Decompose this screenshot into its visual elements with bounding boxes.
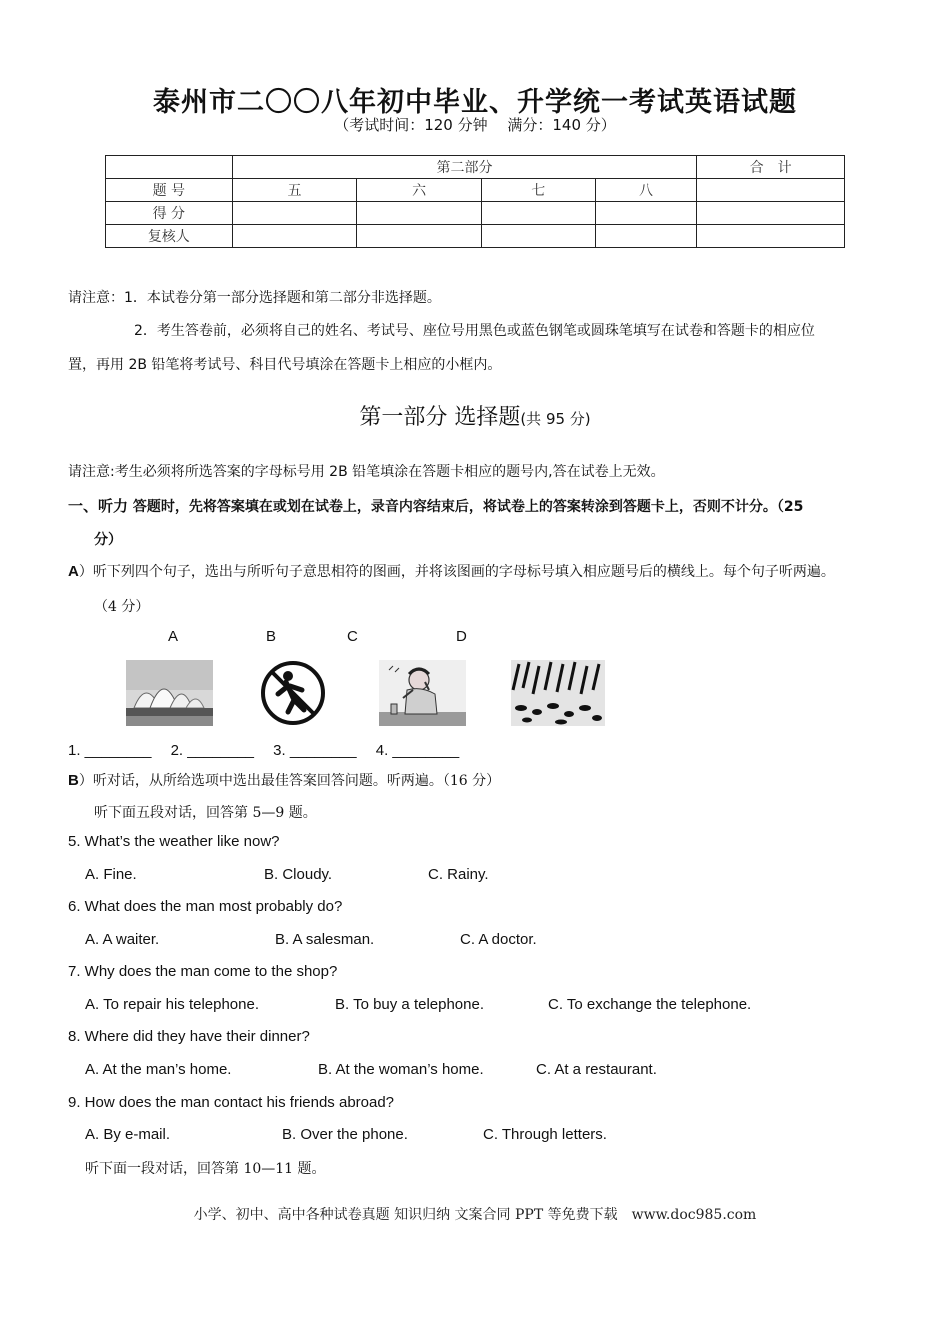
next-instruction: 听下面一段对话，回答第 10—11 题。 bbox=[85, 1161, 326, 1177]
question-6: 6. What does the man most probably do? bbox=[68, 898, 343, 915]
part-a-label: A bbox=[68, 563, 79, 580]
reviewer-cell[interactable] bbox=[357, 225, 482, 248]
reviewer-cell[interactable] bbox=[481, 225, 595, 248]
total-header: 合 计 bbox=[697, 156, 845, 179]
score-cell[interactable] bbox=[357, 202, 482, 225]
exam-title: 泰州市二〇〇八年初中毕业、升学统一考试英语试题 bbox=[153, 87, 797, 118]
section-listening-text: 答题时，先将答案填在或划在试卷上，录音内容结束后，将试卷上的答案转涂到答题卡上，否则不计分。（25 bbox=[132, 499, 804, 515]
note-1: 请注意：1．本试卷分第一部分选择题和第二部分非选择题。 bbox=[68, 290, 441, 306]
part-one-heading: 第一部分 选择题 bbox=[359, 405, 521, 430]
page-footer: 小学、初中、高中各种试卷真题 知识归纳 文案合同 PPT 等免费下载 www.doc985.com bbox=[193, 1207, 757, 1223]
part-b-label: B bbox=[68, 772, 79, 789]
q6-option-b[interactable]: B. A salesman. bbox=[275, 931, 375, 948]
question-5: 5. What’s the weather like now? bbox=[68, 833, 280, 850]
section-listening-label: 一、听力 bbox=[68, 497, 129, 515]
answer-note: 请注意:考生必须将所选答案的字母标号用 2B 铅笔填涂在答题卡相应的题号内,答在试卷上无效。 bbox=[68, 464, 665, 480]
score-cell[interactable] bbox=[481, 202, 595, 225]
row-label-number: 题 号 bbox=[106, 179, 233, 202]
q7-option-c[interactable]: C. To exchange the telephone. bbox=[548, 996, 752, 1013]
q5-option-a[interactable]: A. Fine. bbox=[85, 866, 137, 883]
col-five: 五 bbox=[232, 179, 357, 202]
score-cell[interactable] bbox=[697, 202, 845, 225]
q6-option-c[interactable]: C. A doctor. bbox=[460, 931, 537, 948]
q9-option-c[interactable]: C. Through letters. bbox=[483, 1126, 607, 1143]
col-seven: 七 bbox=[481, 179, 595, 202]
picture-letter-a: A bbox=[168, 628, 179, 645]
q5-option-c[interactable]: C. Rainy. bbox=[428, 866, 489, 883]
question-7: 7. Why does the man come to the shop? bbox=[68, 963, 338, 980]
row-label-reviewer: 复核人 bbox=[106, 225, 233, 248]
no-running-sign-picture bbox=[258, 660, 328, 726]
note-2b: 置，再用 2B 铅笔将考试号、科目代号填涂在答题卡上相应的小框内。 bbox=[68, 357, 502, 373]
rain-picture bbox=[511, 660, 605, 726]
picture-letter-d: D bbox=[456, 628, 467, 645]
part-a-score: （4 分） bbox=[94, 599, 150, 615]
row-label-score: 得 分 bbox=[106, 202, 233, 225]
q5-option-b[interactable]: B. Cloudy. bbox=[264, 866, 333, 883]
score-cell[interactable] bbox=[232, 202, 357, 225]
score-table bbox=[105, 155, 845, 248]
q8-option-b[interactable]: B. At the woman’s home. bbox=[318, 1061, 484, 1078]
q9-option-b[interactable]: B. Over the phone. bbox=[282, 1126, 408, 1143]
part-b-sub: 听下面五段对话，回答第 5—9 题。 bbox=[94, 805, 317, 821]
note-2a: 2．考生答卷前，必须将自己的姓名、考试号、座位号用黑色或蓝色钢笔或圆珠笔填写在试卷和答题卡的相应位 bbox=[134, 323, 815, 339]
reviewer-cell[interactable] bbox=[697, 225, 845, 248]
reviewer-cell[interactable] bbox=[232, 225, 357, 248]
picture-letter-c: C bbox=[347, 628, 358, 645]
score-cell[interactable] bbox=[595, 202, 697, 225]
q7-option-b[interactable]: B. To buy a telephone. bbox=[335, 996, 485, 1013]
part-a-instruction bbox=[68, 561, 898, 581]
q6-option-a[interactable]: A. A waiter. bbox=[85, 931, 160, 948]
picture-letter-b: B bbox=[266, 628, 277, 645]
exam-subtitle: （考试时间：120 分钟 满分：140 分） bbox=[334, 116, 616, 134]
question-8: 8. Where did they have their dinner? bbox=[68, 1028, 310, 1045]
question-9: 9. How does the man contact his friends abroad? bbox=[68, 1094, 395, 1111]
reviewer-cell[interactable] bbox=[595, 225, 697, 248]
q7-option-a[interactable]: A. To repair his telephone. bbox=[85, 996, 260, 1013]
col-six: 六 bbox=[357, 179, 482, 202]
q8-option-a[interactable]: A. At the man’s home. bbox=[85, 1061, 232, 1078]
tired-person-picture bbox=[379, 660, 466, 726]
col-eight: 八 bbox=[595, 179, 697, 202]
answer-blanks[interactable]: 1. ________ 2. ________ 3. ________ 4. ________ bbox=[68, 742, 460, 759]
section-listening-score: 分） bbox=[94, 532, 122, 548]
part-one-title bbox=[0, 400, 950, 431]
q9-option-a[interactable]: A. By e-mail. bbox=[85, 1126, 171, 1143]
part-a-text: ）听下列四个句子，选出与所听句子意思相符的图画，并将该图画的字母标号填入相应题号后的横线上。每个句子听两遍。 bbox=[78, 564, 835, 580]
part-one-score: (共 95 分) bbox=[520, 410, 591, 428]
part-b-instruction bbox=[68, 770, 500, 790]
part-two-header: 第二部分 bbox=[232, 156, 697, 179]
q8-option-c[interactable]: C. At a restaurant. bbox=[536, 1061, 657, 1078]
section-listening bbox=[68, 495, 888, 516]
opera-house-picture bbox=[126, 660, 213, 726]
part-b-text: ）听对话，从所给选项中选出最佳答案回答问题。听两遍。（16 分） bbox=[78, 773, 501, 789]
